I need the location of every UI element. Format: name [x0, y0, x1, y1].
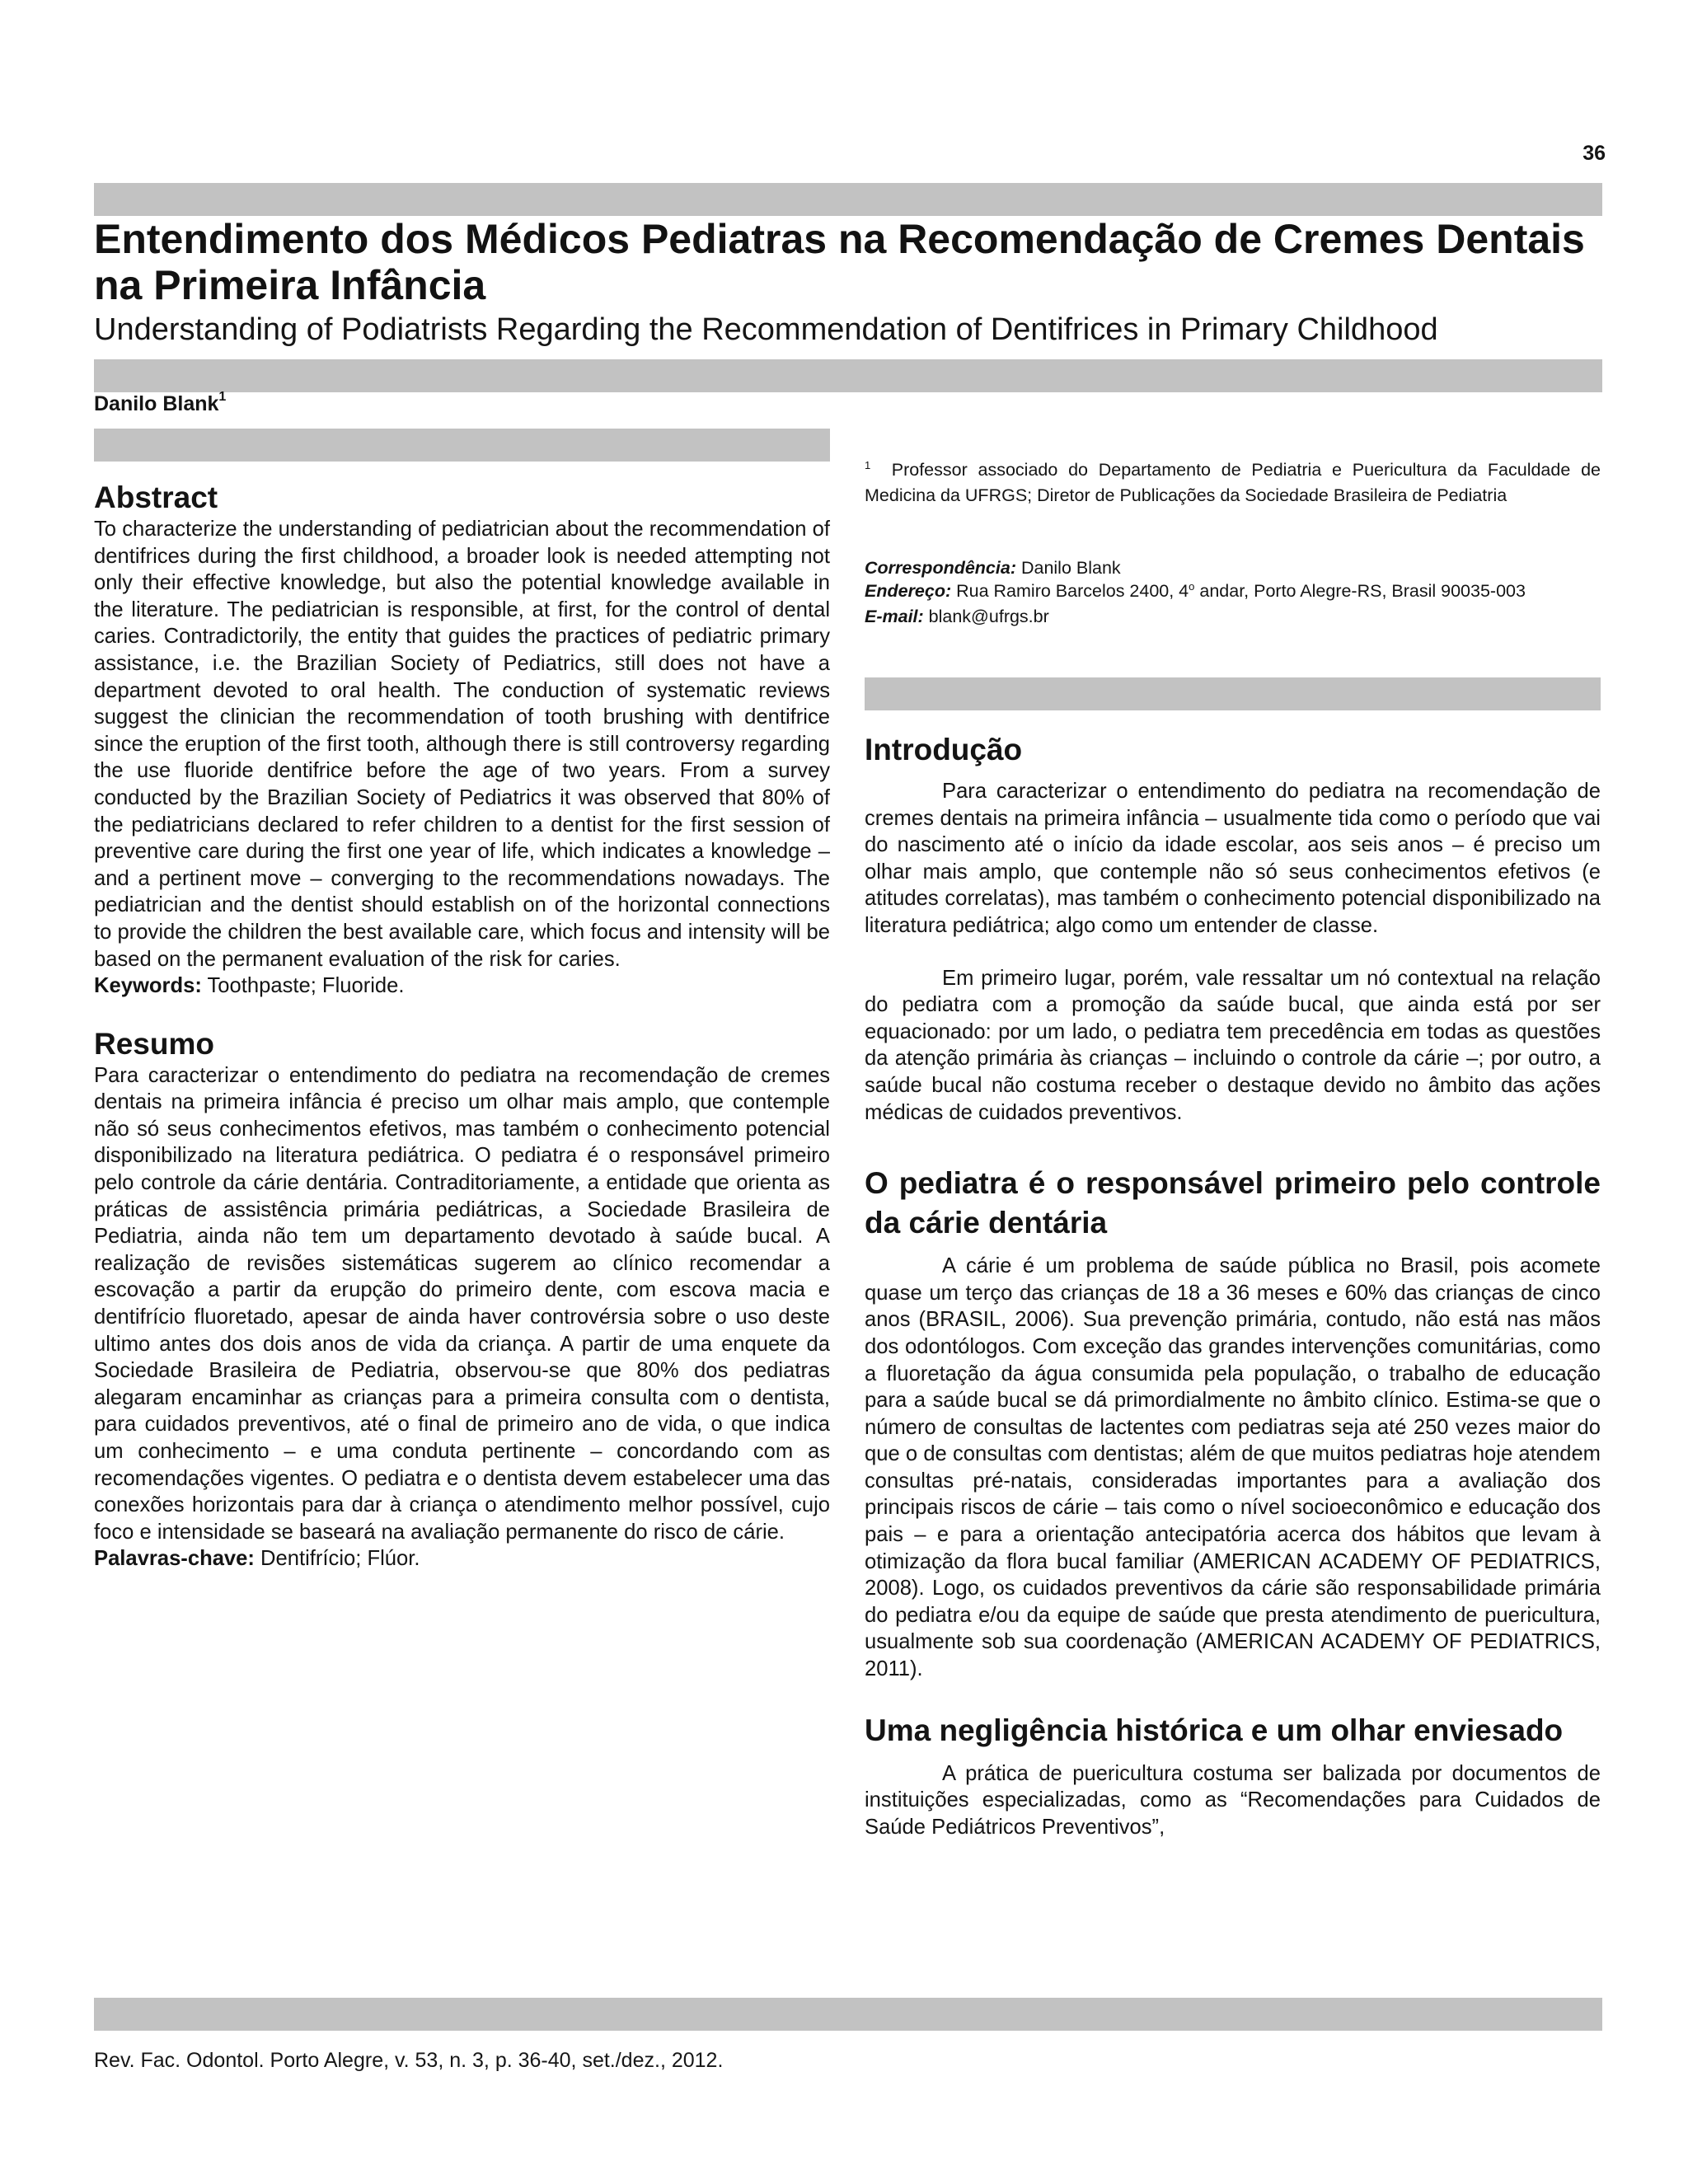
correspondence-block [865, 556, 1601, 628]
title-block [94, 216, 1602, 349]
right-column [865, 458, 1601, 1840]
section3-heading: Uma negligência histórica e um olhar enviesado [865, 1713, 1564, 1747]
resumo-heading: Resumo [94, 1026, 214, 1061]
address-value-b: andar, Porto Alegre-RS, Brasil 90035-003 [1194, 581, 1526, 601]
author-footnote [865, 458, 1601, 507]
section2-p1: A cárie é um problema de saúde pública no Brasil, pois acomete quase um terço das crianças de 18 a 36 meses e 60% das crianças de cinco anos (BRASIL, 2006). Sua prevenção primária, contudo, não está nas mãos dos odontólogos. Com exceção das grandes intervenções comunitárias, como a fluoretação da água consumida pela população, o trabalho de educação para a saúde bucal se dá primordialmente no âmbito clínico. Estima-se que o número de consultas de lactentes com pediatras seja até 250 vezes maior do que o de consultas com dentistas; além de que muitos pediatras hoje atendem consultas pré-natais, consideradas importantes para a avaliação dos principais riscos de cárie – tais como o nível socioeconômico e educação dos pais – e para a orientação antecipatória acerca dos hábitos que levam à otimização da flora bucal familiar (AMERICAN ACADEMY OF PEDIATRICS, 2008). Logo, os cuidados preventivos da cárie são responsabilidade primária do pediatra e/ou da equipe de saúde que presta atendimento de puericultura, usualmente sob sua coordenação (AMERICAN ACADEMY OF PEDIATRICS, 2011). [865, 1254, 1601, 1681]
footnote-mark: 1 [865, 459, 871, 471]
resumo-text: Para caracterizar o entendimento do pediatra na recomendação de cremes dentais na primeira infância é preciso um olhar mais amplo, que contemple não só seus conhecimentos efetivos, mas também o conhecimento potencial disponibilizado na literatura pediátrica. O pediatra é o responsável primeiro pelo controle da cárie dentária. Contraditoriamente, a entidade que orienta as práticas de assistência primária pediátricas, a Sociedade Brasileira de Pediatria, ainda não tem um departamento devotado à saúde bucal. A realização de revisões sistemáticas sugerem ao clínico recomendar a escovação a partir da erupção do primeiro dente, com escova macia e dentifrício fluoretado, apesar de ainda haver controvérsia sobre o uso deste ultimo antes dos dois anos de vida da criança. A partir de uma enquete da Sociedade Brasileira de Pediatria, observou-se que 80% dos pediatras alegaram encaminhar as crianças para a primeira consulta com o dentista, para cuidados preventivos, até o final de primeiro ano de vida, o que indica um conhecimento – e uma conduta pertinente – concordando com as recomendações vigentes. O pediatra e o dentista devem estabelecer uma das conexões horizontais para dar à criança o atendimento melhor possível, cujo foco e intensidade se baseará na avaliação permanente do risco de cárie. [94, 1063, 830, 1544]
correspondence-label: Correspondência: [865, 558, 1016, 578]
header-rule-bottom [94, 359, 1602, 392]
right-column-rule [865, 677, 1601, 710]
journal-citation: Rev. Fac. Odontol. Porto Alegre, v. 53, n. 3, p. 36-40, set./dez., 2012. [94, 2049, 724, 2072]
page-number: 36 [1582, 142, 1606, 165]
abstract-text: To characterize the understanding of pediatrician about the recommendation of dentifrices during the first childhood, a broader look is needed attempting not only their effective knowledge, but also the potential knowledge available in the literature. The pediatrician is responsible, at first, for the control of dental caries. Contradictorily, the entity that guides the practices of pediatric primary assistance, i.e. the Brazilian Society of Pediatrics, still does not have a department devoted to oral health. The conduction of systematic reviews suggest the clinician the recommendation of tooth brushing with dentifrice since the eruption of the first tooth, although there is still controversy regarding the use fluoride dentifrice before the age of two years. From a survey conducted by the Brazilian Society of Pediatrics it was observed that 80% of the pediatricians declared to refer children to a dentist for the first session of preventive care during the first one year of life, which indicates a knowledge – and a pertinent move – converging to the recommendations nowadays. The pediatrician and the dentist should establish on of the horizontal connections to provide the children the best available care, which focus and intensity will be based on the permanent evaluation of the risk for caries. [94, 518, 830, 971]
header-rule-top [94, 183, 1602, 216]
address-line [865, 579, 1601, 605]
correspondence-value: Danilo Blank [1015, 558, 1121, 578]
footer-rule [94, 1998, 1602, 2031]
author-line [94, 392, 226, 416]
abstract-keywords [94, 972, 830, 1000]
palavras-chave-value: Dentifrício; Flúor. [254, 1547, 420, 1571]
introducao-p1: Para caracterizar o entendimento do pediatra na recomendação de cremes dentais na primeira infância – usualmente tida como o período que vai do nascimento até o início da idade escolar, aos seis anos – é preciso um olhar mais amplo, que contemple não só seus conhecimentos efetivos (e atitudes correlatas), mas também o conhecimento potencial disponibilizado na literatura pediátrica; algo como um entender de classe. [865, 780, 1601, 937]
email-line [865, 605, 1601, 628]
resumo-keywords [94, 1545, 830, 1572]
email-label: E-mail: [865, 607, 924, 626]
address-label: Endereço: [865, 581, 952, 601]
address-value-a: Rua Ramiro Barcelos 2400, 4 [951, 581, 1189, 601]
left-column [94, 480, 830, 1572]
abstract-heading: Abstract [94, 480, 218, 514]
keywords-value: Toothpaste; Fluoride. [201, 974, 405, 998]
keywords-label: Keywords: [94, 974, 202, 998]
article-subtitle: Understanding of Podiatrists Regarding the Recommendation of Dentifrices in Primary Childhood [94, 312, 1438, 347]
author-name: Danilo Blank [94, 392, 219, 415]
section2-heading: O pediatra é o responsável primeiro pelo controle da cárie dentária [865, 1166, 1601, 1240]
address-sup: o [1189, 580, 1195, 593]
introducao-heading: Introdução [865, 733, 1023, 766]
palavras-chave-label: Palavras-chave: [94, 1547, 255, 1571]
footnote-text: Professor associado do Departamento de Pediatria e Puericultura da Faculdade de Medicina da UFRGS; Diretor de Publicações da Sociedade Brasileira de Pediatria [865, 460, 1601, 505]
article-title: Entendimento dos Médicos Pediatras na Recomendação de Cremes Dentais na Primeira Infância [94, 216, 1585, 308]
email-value[interactable]: blank@ufrgs.br [923, 607, 1049, 626]
left-column-rule [94, 429, 830, 462]
introducao-p2: Em primeiro lugar, porém, vale ressaltar um nó contextual na relação do pediatra com a promoção da saúde bucal, que ainda está por ser equacionado: por um lado, o pediatra tem precedência em todas as questões da atenção primária às crianças – incluindo o controle da cárie –; por outro, a saúde bucal não costuma receber o destaque devido no âmbito das ações médicas de cuidados preventivos. [865, 966, 1601, 1124]
correspondence-line [865, 556, 1601, 579]
author-footnote-mark: 1 [218, 390, 227, 404]
section3-p1: A prática de puericultura costuma ser balizada por documentos de instituições especializadas, como as “Recomendações para Cuidados de Saúde Pediátricos Preventivos”, [865, 1761, 1601, 1839]
